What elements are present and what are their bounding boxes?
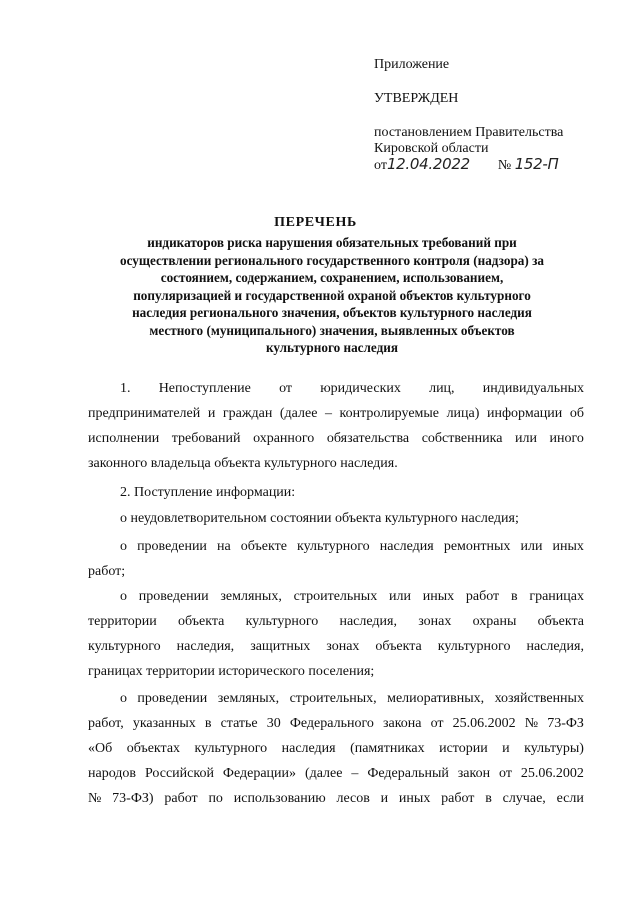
word: объекта bbox=[375, 639, 422, 654]
word: предпринимателей bbox=[88, 406, 201, 421]
word: закона bbox=[382, 716, 422, 731]
document-title: ПЕРЕЧЕНЬ bbox=[274, 215, 357, 230]
word: юридических bbox=[320, 381, 401, 396]
word: исполнении bbox=[88, 431, 160, 446]
word: мелиоративных, bbox=[387, 691, 485, 706]
word: истории bbox=[439, 741, 488, 756]
approval-line-region: Кировской области bbox=[374, 141, 489, 156]
text-line: границах территории исторического поселения; bbox=[88, 664, 375, 679]
word: 73-ФЗ bbox=[547, 716, 584, 731]
word: (далее bbox=[279, 406, 318, 421]
appendix-label: Приложение bbox=[374, 57, 450, 72]
word: или bbox=[520, 539, 543, 554]
word: проведении bbox=[137, 691, 208, 706]
word: работ bbox=[465, 589, 500, 604]
text-line bbox=[88, 401, 584, 426]
word: № bbox=[88, 791, 102, 806]
word: случае, bbox=[502, 791, 546, 806]
word: земляных, bbox=[220, 589, 282, 604]
word: объекте bbox=[240, 539, 287, 554]
word: 73-ФЗ) bbox=[112, 791, 154, 806]
word: требований bbox=[171, 431, 241, 446]
word: использованию bbox=[233, 791, 326, 806]
word: Российской bbox=[144, 766, 214, 781]
approval-date-number bbox=[374, 156, 559, 174]
word: в bbox=[485, 791, 492, 806]
word: объектах bbox=[126, 741, 181, 756]
word: охраны bbox=[472, 614, 517, 629]
word: лесов bbox=[336, 791, 370, 806]
date-prefix: от bbox=[374, 158, 387, 173]
text-line bbox=[88, 634, 584, 659]
approval-stamp: УТВЕРЖДЕН bbox=[374, 91, 459, 106]
paragraph-6 bbox=[88, 686, 584, 811]
approval-line-resolution: постановлением Правительства bbox=[374, 125, 564, 140]
word: Непоступление bbox=[158, 381, 251, 396]
word: 25.06.2002 bbox=[452, 716, 516, 731]
word: о bbox=[120, 589, 127, 604]
word: – bbox=[351, 766, 359, 781]
text-line bbox=[88, 686, 584, 711]
word: объекта bbox=[177, 614, 225, 629]
word: по bbox=[208, 791, 223, 806]
word: защитных bbox=[250, 639, 311, 654]
subtitle-line: индикаторов риска нарушения обязательных требований при bbox=[147, 235, 517, 250]
text-line bbox=[88, 376, 584, 401]
word: культурного bbox=[437, 639, 511, 654]
word: № bbox=[524, 716, 539, 731]
word: объекта bbox=[537, 614, 584, 629]
word: в bbox=[204, 716, 212, 731]
document-subtitle bbox=[72, 234, 592, 357]
paragraph-5 bbox=[88, 584, 584, 684]
word: Федеральный bbox=[367, 766, 449, 781]
text-line bbox=[88, 711, 584, 736]
text-line: о неудовлетворительном состоянии объекта культурного наследия; bbox=[120, 511, 519, 526]
word: работ bbox=[441, 791, 475, 806]
word: Федерального bbox=[289, 716, 374, 731]
word: иного bbox=[549, 431, 584, 446]
word: лиц, bbox=[429, 381, 455, 396]
word: закон bbox=[457, 766, 491, 781]
word: «Об bbox=[88, 741, 113, 756]
word: зонах bbox=[326, 639, 360, 654]
subtitle-line: популяризацией и государственной охраной объектов культурного bbox=[133, 287, 531, 303]
word: культурного bbox=[297, 539, 370, 554]
word: статье bbox=[220, 716, 258, 731]
word: о bbox=[120, 539, 127, 554]
text-line: 2. Поступление информации: bbox=[120, 485, 296, 500]
word: ремонтных bbox=[443, 539, 511, 554]
word: границах bbox=[529, 589, 584, 604]
word: – bbox=[324, 406, 332, 421]
word: информации bbox=[486, 406, 563, 421]
word: указанных bbox=[132, 716, 196, 731]
word: работ, bbox=[88, 716, 124, 731]
word: лица) bbox=[446, 406, 480, 421]
subtitle-line: местного (муниципального) значения, выявленных объектов bbox=[149, 322, 515, 338]
word: от bbox=[279, 381, 293, 396]
word: контролируемые bbox=[339, 406, 440, 421]
word: наследия, bbox=[526, 639, 584, 654]
word: иных bbox=[552, 539, 584, 554]
text-line bbox=[88, 761, 584, 786]
word: от bbox=[430, 716, 444, 731]
text-line bbox=[88, 609, 584, 634]
word: строительных bbox=[293, 589, 378, 604]
subtitle-line: культурного наследия bbox=[265, 340, 399, 355]
paragraph-3 bbox=[88, 506, 584, 531]
word: или bbox=[514, 431, 537, 446]
word: о bbox=[120, 691, 127, 706]
paragraph-2 bbox=[88, 480, 584, 505]
word: народов bbox=[88, 766, 137, 781]
word: если bbox=[556, 791, 584, 806]
word: культурного bbox=[88, 639, 161, 654]
text-line: работ; bbox=[88, 564, 126, 579]
word: наследия bbox=[281, 741, 336, 756]
text-line bbox=[88, 534, 584, 559]
word: строительных, bbox=[289, 691, 377, 706]
text-line bbox=[88, 786, 584, 811]
word: (далее bbox=[304, 766, 343, 781]
word: и bbox=[207, 406, 216, 421]
word: (памятниках bbox=[350, 741, 425, 756]
word: 30 bbox=[266, 716, 281, 731]
word: проведении bbox=[138, 589, 209, 604]
paragraph-4 bbox=[88, 534, 584, 584]
word: земляных, bbox=[217, 691, 280, 706]
word: собственника bbox=[421, 431, 503, 446]
text-line bbox=[88, 426, 584, 451]
text-line bbox=[88, 584, 584, 609]
word: или bbox=[388, 589, 411, 604]
word: хозяйственных bbox=[494, 691, 584, 706]
number-prefix: № bbox=[497, 158, 512, 173]
word: наследия bbox=[379, 539, 434, 554]
word: и bbox=[380, 791, 389, 806]
word: наследия, bbox=[339, 614, 397, 629]
subtitle-line: состоянием, содержанием, сохранением, использованием, bbox=[160, 270, 504, 285]
text-line: законного владельца объекта культурного наследия. bbox=[88, 456, 398, 471]
subtitle-line: осуществлении регионального государственного контроля (надзора) за bbox=[120, 252, 544, 268]
word: иных bbox=[398, 791, 431, 806]
word: территории bbox=[88, 614, 157, 629]
word: работ bbox=[164, 791, 198, 806]
word: охранного bbox=[253, 431, 315, 446]
word: и bbox=[502, 741, 510, 756]
text-line bbox=[88, 736, 584, 761]
word: зонах bbox=[418, 614, 452, 629]
handwritten-date: 12.04.2022 bbox=[386, 155, 470, 173]
word: обязательства bbox=[326, 431, 410, 446]
word: граждан bbox=[222, 406, 273, 421]
word: от bbox=[499, 766, 512, 781]
word: 1. bbox=[120, 381, 131, 396]
word: культурного bbox=[194, 741, 268, 756]
word: иных bbox=[422, 589, 455, 604]
word: индивидуальных bbox=[482, 381, 584, 396]
word: 25.06.2002 bbox=[520, 766, 584, 781]
word: культурного bbox=[245, 614, 319, 629]
subtitle-line: наследия регионального значения, объектов культурного наследия bbox=[132, 305, 532, 320]
word: проведении bbox=[137, 539, 207, 554]
word: культуры) bbox=[524, 741, 584, 756]
handwritten-number: 152-П bbox=[514, 155, 559, 173]
word: в bbox=[510, 589, 518, 604]
paragraph-1 bbox=[88, 376, 584, 476]
word: Федерации» bbox=[222, 766, 297, 781]
word: об bbox=[569, 406, 584, 421]
word: на bbox=[217, 539, 231, 554]
word: наследия, bbox=[176, 639, 235, 654]
